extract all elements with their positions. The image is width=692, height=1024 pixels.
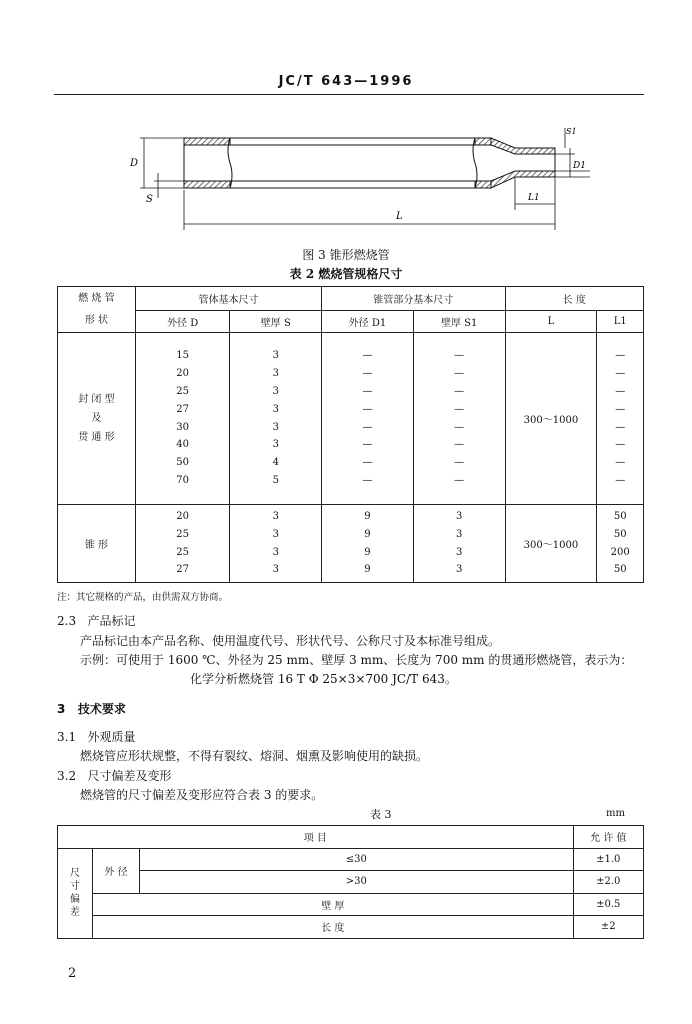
table3-caption: 表 3 (370, 808, 392, 821)
table2-caption: 表 2 燃烧管规格尺寸 (289, 267, 403, 281)
dim-label-s1: S1 (566, 127, 577, 136)
header-outer-d1: 外径 D1 (322, 311, 414, 333)
section-3-2-heading: 3.2 尺寸偏差及变形 (57, 769, 172, 783)
cone-tube-drawing (120, 118, 590, 243)
cell-length-range: 300～1000 (505, 333, 597, 505)
paragraph: 示例：可使用于 1600 ℃、外径为 25 mm、壁厚 3 mm、长度为 700 mm 的贯通形燃烧管，表示为： (80, 653, 633, 667)
paragraph: 燃烧管的尺寸偏差及变形应符合表 3 的要求。 (80, 788, 324, 802)
condition-cell: >30 (140, 871, 574, 894)
dim-label-l1: L1 (528, 193, 540, 203)
paragraph: 化学分析燃烧管 16 T Φ 25×3×700 JC/T 643。 (190, 672, 457, 686)
table-row (58, 916, 644, 939)
dim-label-s: S (146, 194, 153, 205)
col-l1: — — — — — — — — (597, 333, 644, 505)
header-outer-d: 外径 D (135, 311, 230, 333)
header-shape: 燃 烧 管 形 状 (58, 287, 136, 333)
header-cone-group: 锥管部分基本尺寸 (322, 287, 505, 311)
table-row-closed-through (58, 333, 644, 505)
outer-diameter-label: 外 径 (93, 848, 140, 893)
group-label-size-deviation: 尺 寸 偏 差 (58, 848, 93, 938)
tolerance-table (57, 825, 644, 939)
section-3-1-heading: 3.1 外观质量 (57, 730, 136, 744)
header-value: 允 许 值 (573, 826, 643, 849)
dim-label-d: D (130, 158, 139, 169)
table-row (58, 893, 644, 916)
section-3-heading: 3 技术要求 (57, 702, 126, 716)
table-row-cone (58, 505, 644, 583)
page-number: 2 (68, 966, 77, 981)
dim-label-d1: D1 (573, 161, 586, 171)
section-2-3-heading: 2.3 产品标记 (57, 614, 136, 628)
dim-label-l: L (396, 211, 403, 222)
header-item: 项 目 (58, 826, 574, 849)
col-l1: 50 50 200 50 (597, 505, 644, 583)
header-length-group: 长 度 (505, 287, 644, 311)
value-cell: ±2.0 (573, 871, 643, 894)
value-cell: ±0.5 (573, 893, 643, 916)
cell-length-range: 300～1000 (505, 505, 597, 583)
col-d: 20 25 25 27 (135, 505, 230, 583)
header-l: L (505, 311, 597, 333)
header-wall-s1: 壁厚 S1 (413, 311, 505, 333)
col-d1: — — — — — — — — (322, 333, 414, 505)
col-s1: — — — — — — — — (413, 333, 505, 505)
standard-code-header: JC/T 643—1996 (278, 74, 414, 89)
condition-cell: ≤30 (140, 848, 574, 871)
spec-table (57, 286, 644, 583)
table-row (58, 848, 644, 871)
header-l1: L1 (597, 311, 644, 333)
header-rule (54, 94, 644, 95)
paragraph: 燃烧管应形状规整，不得有裂纹、熔洞、烟熏及影响使用的缺损。 (80, 749, 429, 763)
col-s: 3 3 3 3 (230, 505, 322, 583)
header-wall-s: 壁厚 S (230, 311, 322, 333)
col-d: 15 20 25 27 30 40 50 70 (135, 333, 230, 505)
table3-unit: mm (606, 808, 625, 819)
figure-caption: 图 3 锥形燃烧管 (302, 248, 390, 262)
header-body-group: 管体基本尺寸 (135, 287, 321, 311)
col-d1: 9 9 9 9 (322, 505, 414, 583)
value-cell: ±1.0 (573, 848, 643, 871)
col-s1: 3 3 3 3 (413, 505, 505, 583)
table-row (58, 871, 644, 894)
shape-closed-through: 封 闭 型 及 贯 通 形 (58, 333, 136, 505)
shape-cone: 锥 形 (58, 505, 136, 583)
table-note: 注：其它规格的产品，由供需双方协商。 (57, 592, 229, 603)
wall-label: 壁 厚 (93, 893, 574, 916)
paragraph: 产品标记由本产品名称、使用温度代号、形状代号、公称尺寸及本标准号组成。 (80, 634, 501, 648)
value-cell: ±2 (573, 916, 643, 939)
col-s: 3 3 3 3 3 3 4 5 (230, 333, 322, 505)
length-label: 长 度 (93, 916, 574, 939)
